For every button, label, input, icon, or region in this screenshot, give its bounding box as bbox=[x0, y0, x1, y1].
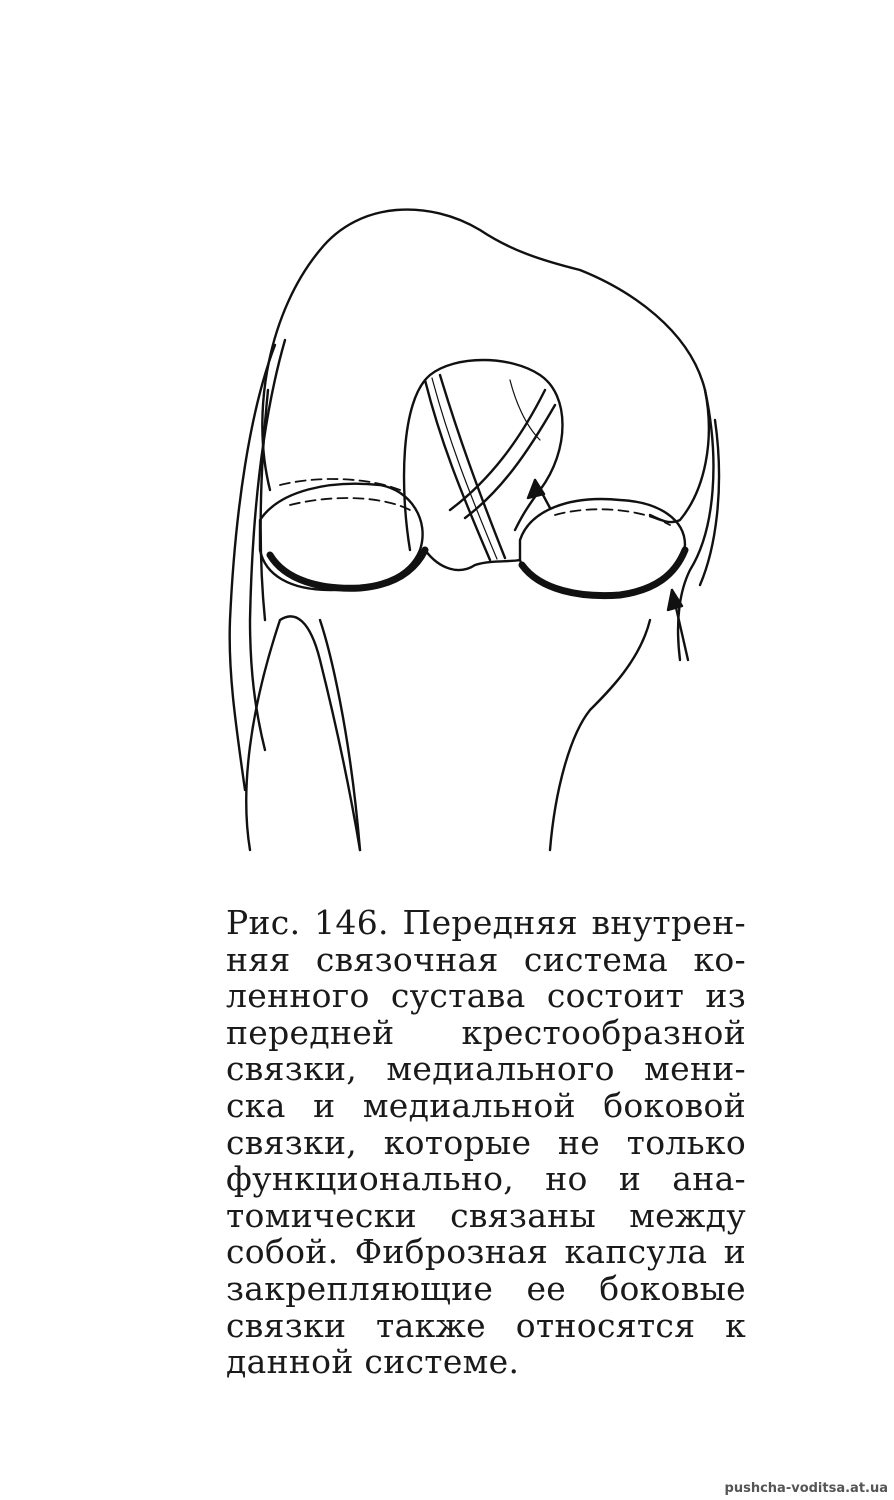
caption-line: томически связаны между bbox=[226, 1195, 746, 1235]
caption-line: ска и медиальной боковой bbox=[226, 1085, 746, 1125]
caption-line: ленного сустава состоит из bbox=[226, 976, 746, 1016]
caption-line: связки также относятся к bbox=[226, 1305, 746, 1345]
tibial-plateau bbox=[425, 550, 520, 570]
caption-line: Рис. 146. Передняя внутрен- bbox=[226, 903, 746, 942]
figure-caption bbox=[226, 905, 746, 1381]
tibia-outline-right bbox=[550, 620, 650, 850]
ligament-strand-line bbox=[432, 378, 497, 559]
anterior-cruciate-ligament bbox=[425, 380, 490, 560]
ligament-strand-line bbox=[700, 420, 719, 585]
femur-outline bbox=[262, 210, 708, 523]
fibula-head bbox=[246, 616, 360, 850]
caption-line: закрепляющие ее боковые bbox=[226, 1268, 746, 1308]
lateral-meniscus-dashed-line bbox=[290, 498, 410, 510]
caption-line: связки, которые не только bbox=[226, 1122, 746, 1162]
caption-line: связки, медиального мени- bbox=[226, 1049, 746, 1089]
medial-meniscus-dashed-line bbox=[555, 509, 670, 525]
knee-ligament-illustration bbox=[210, 190, 750, 870]
caption-line: няя связочная система ко- bbox=[226, 939, 746, 979]
ligament-strand-line bbox=[465, 405, 555, 518]
lateral-meniscus-rim bbox=[270, 550, 425, 588]
medial-meniscus-rim bbox=[522, 550, 685, 596]
caption-line: передней крестообразной bbox=[226, 1012, 746, 1052]
site-watermark: pushcha-voditsa.at.ua bbox=[724, 1481, 888, 1496]
caption-line: функционально, но и ана- bbox=[226, 1159, 746, 1199]
caption-line: собой. Фиброзная капсула и bbox=[226, 1232, 746, 1272]
arrow-upper-head bbox=[528, 480, 544, 498]
caption-line: данной системе. bbox=[226, 1342, 520, 1382]
